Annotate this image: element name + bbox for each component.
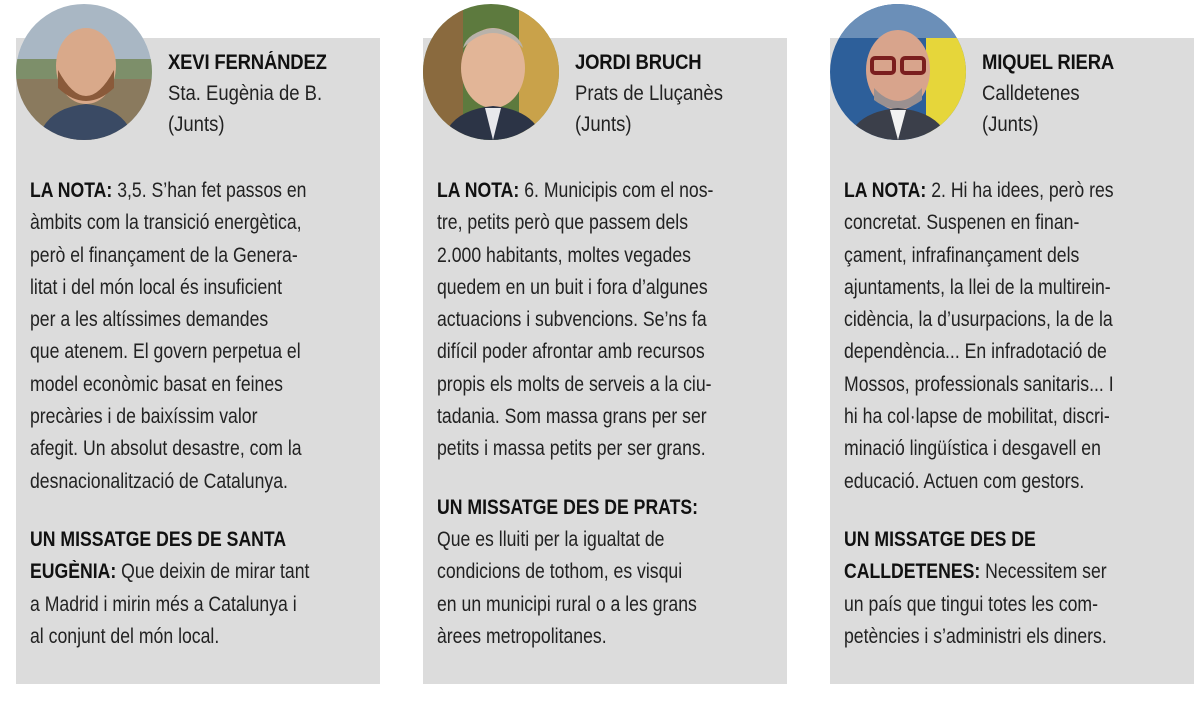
missatge-paragraph [437,492,779,653]
text-line: tre, petits però que passem dels [437,211,689,235]
profile-header [168,48,378,140]
missatge-label-cont: EUGÈNIA: [30,560,117,584]
text-line: que atenem. El govern perpetua el [30,340,301,364]
text-line [30,556,372,588]
text-line: afegit. Un absolut desastre, com la [30,437,302,461]
nota-label: LA NOTA: [30,179,113,202]
text-line: al conjunt del món local. [30,624,220,648]
text-line: çament, infrafinançament dels [844,243,1080,267]
text-line: condicions de tothom, es visqui [437,560,683,584]
text-line: però el finançament de la Genera- [30,243,298,267]
profile-text [437,175,779,653]
text-line [437,175,779,207]
missatge-paragraph [844,524,1186,653]
profile-header [982,48,1192,140]
text-line: model econòmic basat en feines [30,372,283,396]
text-line: Mossos, professionals sanitaris... I [844,372,1114,396]
text-line: àmbits com la transició energètica, [30,211,302,235]
missatge-label: UN MISSATGE DES DE SANTA [30,527,287,551]
nota-text: 2. Hi ha idees, però res [926,179,1114,202]
person-name: MIQUEL RIERA [982,51,1115,74]
party: (Junts) [575,113,632,136]
text-line: un país que tingui totes les com- [844,592,1098,616]
text-line: a Madrid i mirin més a Catalunya i [30,592,297,616]
nota-paragraph [30,175,372,498]
municipality: Calldetenes [982,82,1080,105]
text-line: concretat. Suspenen en finan- [844,211,1080,235]
text-line [844,175,1186,207]
missatge-text: Necessitem ser [980,560,1107,584]
text-line: propis els molts de serveis a la ciu- [437,372,712,396]
municipality: Sta. Eugènia de B. [168,82,323,105]
profile-text [30,175,372,653]
text-line: quedem en un buit i fora d’algunes [437,275,708,299]
text-line: desnacionalització de Catalunya. [30,469,288,493]
nota-label: LA NOTA: [437,179,520,202]
party: (Junts) [982,113,1039,136]
text-line: litat i del món local és insuficient [30,275,282,299]
text-line [30,175,372,207]
nota-label: LA NOTA: [844,179,927,202]
text-line: cidència, la d’usurpacions, la de la [844,308,1113,332]
profile-card-jordi-bruch [423,0,787,684]
person-name: XEVI FERNÁNDEZ [168,51,327,74]
municipality: Prats de Lluçanès [575,82,723,105]
text-line: petències i s’administri els diners. [844,624,1107,648]
text-line: minació lingüística i desgavell en [844,437,1101,461]
text-line [844,556,1186,588]
text-line: ajuntaments, la llei de la multirein- [844,275,1111,299]
nota-text: 6. Municipis com el nos- [519,179,714,202]
nota-paragraph [437,175,779,466]
avatar-photo [830,4,966,140]
profile-card-miquel-riera [830,0,1194,684]
nota-text: 3,5. S’han fet passos en [112,179,307,202]
text-line: Que es lluiti per la igualtat de [437,527,665,551]
person-name: JORDI BRUCH [575,51,702,74]
missatge-label: UN MISSATGE DES DE [844,527,1036,551]
text-line: difícil poder afrontar amb recursos [437,340,705,364]
text-line: petits i massa petits per ser grans. [437,437,706,461]
profile-header [575,48,785,140]
profile-card-xevi-fernandez [16,0,380,684]
avatar-photo [16,4,152,140]
text-line: educació. Actuen com gestors. [844,469,1085,493]
text-line: tadania. Som massa grans per ser [437,405,707,429]
text-line: dependència... En infradotació de [844,340,1107,364]
missatge-label-cont: CALLDETENES: [844,560,981,584]
nota-paragraph [844,175,1186,498]
missatge-paragraph [30,524,372,653]
text-line: hi ha col·lapse de mobilitat, discri- [844,405,1110,429]
missatge-label: UN MISSATGE DES DE PRATS: [437,495,699,519]
avatar-photo [423,4,559,140]
text-line: precàries i de baixíssim valor [30,405,258,429]
text-line: en un municipi rural o a les grans [437,592,697,616]
text-line: per a les altíssimes demandes [30,308,269,332]
missatge-text: Que deixin de mirar tant [116,560,310,584]
text-line: àrees metropolitanes. [437,624,607,648]
text-line: actuacions i subvencions. Se’ns fa [437,308,707,332]
profile-text [844,175,1186,653]
party: (Junts) [168,113,225,136]
text-line: 2.000 habitants, moltes vegades [437,243,691,267]
